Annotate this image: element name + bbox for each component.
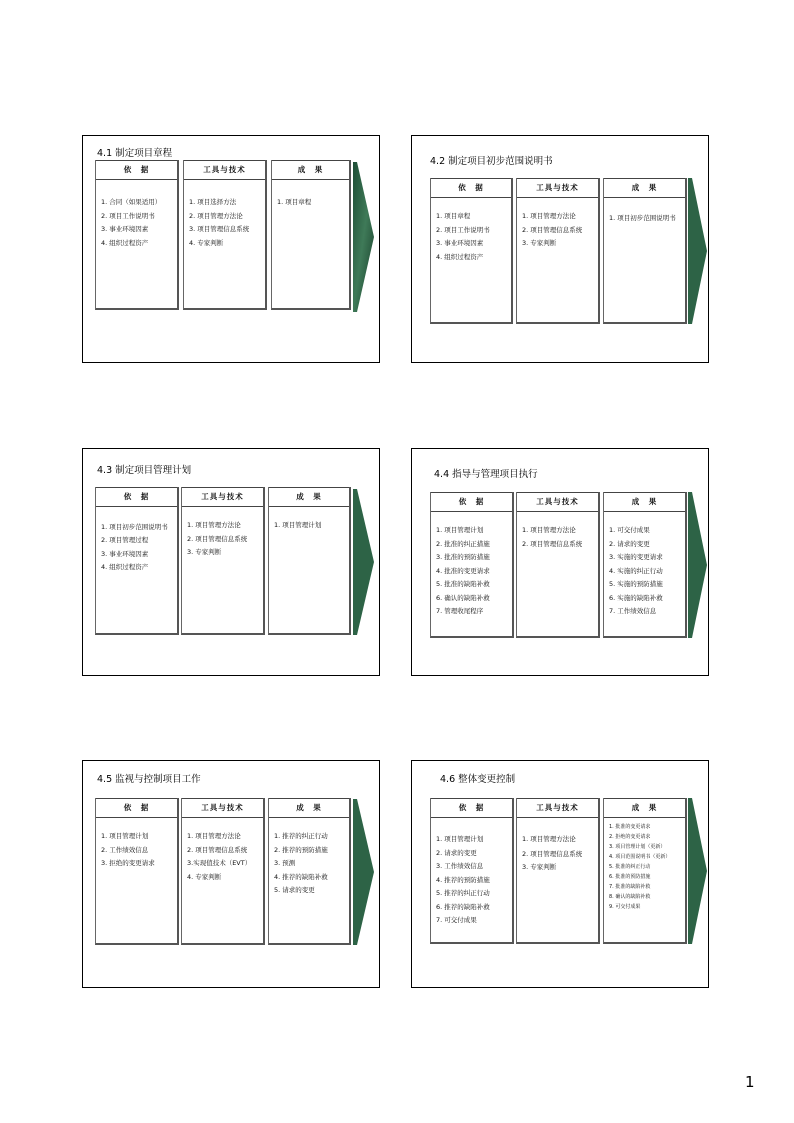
list-item: 3. 事业环境因素 (101, 549, 149, 558)
list-item: 4. 推荐的预防措施 (436, 875, 490, 884)
slide-4-6 (411, 760, 709, 988)
flow-arrow-icon (353, 799, 375, 945)
inputs-list (101, 520, 174, 575)
list-item: 1. 项目章程 (277, 198, 312, 206)
list-item: 9. 可交付成果 (609, 904, 641, 910)
list-item: 5. 批准的纠正行动 (609, 864, 651, 870)
slide-4-3 (82, 448, 380, 676)
list-item: 2. 项目管理方法论 (189, 211, 243, 220)
inputs-column (95, 798, 179, 945)
list-item: 2. 项目管理信息系统 (187, 845, 248, 854)
list-item: 1. 项目选择方法 (189, 198, 237, 206)
list-item: 3. 事业环境因素 (101, 225, 149, 233)
outputs-column (268, 798, 351, 945)
list-item: 2. 批准的纠正措施 (436, 539, 490, 548)
list-item: 3. 项目管理计划（更新） (609, 844, 666, 850)
inputs-header: 依 据 (96, 798, 177, 818)
list-item: 2. 请求的变更 (609, 539, 650, 548)
tools-list (187, 519, 260, 560)
inputs-column (430, 178, 513, 324)
tools-column (516, 178, 600, 324)
outputs-header: 成 果 (604, 798, 685, 818)
list-item: 8. 确认的缺陷补救 (609, 894, 651, 900)
inputs-header: 依 据 (431, 492, 512, 512)
list-item: 1. 项目初步范围说明书 (609, 214, 676, 222)
slide-title: 4.2 制定项目初步范围说明书 (430, 156, 553, 167)
list-item: 1. 合同（如果适用） (101, 198, 162, 206)
list-item: 3. 专家判断 (522, 239, 557, 247)
list-item: 2. 项目工作说明书 (436, 225, 490, 234)
inputs-list (436, 524, 509, 619)
list-item: 2. 项目管理信息系统 (522, 539, 583, 548)
list-item: 5. 请求的变更 (274, 886, 315, 894)
outputs-list (609, 524, 682, 619)
tools-column (516, 492, 600, 638)
flow-arrow-icon (353, 489, 375, 635)
inputs-column (430, 492, 514, 638)
outputs-header: 成 果 (269, 798, 349, 818)
list-item: 3. 预测 (274, 859, 296, 867)
list-item: 1. 项目管理计划 (101, 832, 149, 840)
list-item: 1. 项目管理计划 (436, 526, 484, 534)
inputs-list (101, 196, 174, 250)
outputs-column (603, 178, 687, 324)
outputs-header: 成 果 (604, 178, 685, 198)
tools-column (516, 798, 600, 944)
slide-4-2 (411, 135, 709, 363)
list-item: 3. 实施的变更请求 (609, 553, 663, 561)
inputs-header: 依 据 (431, 178, 511, 198)
list-item: 7. 工作绩效信息 (609, 607, 657, 615)
tools-header: 工具与技术 (517, 178, 598, 198)
list-item: 3. 拒绝的变更请求 (101, 859, 155, 867)
list-item: 6. 批准的预防措施 (609, 874, 651, 880)
list-item: 5. 推荐的纠正行动 (436, 889, 490, 897)
inputs-list (436, 210, 508, 264)
list-item: 1. 项目管理方法论 (187, 521, 241, 529)
slide-4-5 (82, 760, 380, 988)
tools-list (522, 833, 595, 874)
page-number: 1 (745, 1073, 755, 1091)
list-item: 3. 事业环境因素 (436, 239, 484, 247)
list-item: 5. 实施的预防措施 (609, 580, 663, 588)
slide-4-1 (82, 135, 380, 363)
tools-list (187, 830, 260, 884)
list-item: 4. 专家判断 (187, 872, 222, 881)
tools-header: 工具与技术 (182, 487, 263, 507)
list-item: 2. 项目管理信息系统 (187, 534, 248, 543)
list-item: 1. 可交付成果 (609, 526, 650, 534)
inputs-column (95, 160, 179, 310)
list-item: 6. 推荐的缺陷补救 (436, 902, 490, 911)
list-item: 5. 批准的缺陷补救 (436, 580, 490, 588)
list-item: 2. 请求的变更 (436, 848, 477, 857)
list-item: 1. 项目初步范围说明书 (101, 523, 168, 531)
inputs-column (95, 487, 179, 635)
outputs-column (603, 492, 687, 638)
tools-column (181, 487, 265, 635)
flow-arrow-icon (688, 178, 708, 324)
outputs-list (609, 822, 682, 912)
list-item: 2. 项目管理信息系统 (522, 849, 583, 858)
list-item: 6. 实施的缺陷补救 (609, 593, 663, 602)
list-item: 3.实现值技术（EVT） (187, 859, 252, 867)
list-item: 3. 专家判断 (187, 548, 222, 556)
tools-header: 工具与技术 (517, 798, 598, 818)
outputs-header: 成 果 (272, 160, 349, 180)
list-item: 2. 项目工作说明书 (101, 211, 155, 220)
list-item: 1. 项目章程 (436, 212, 471, 220)
list-item: 1. 批准的变更请求 (609, 824, 651, 830)
list-item: 3. 工作绩效信息 (436, 862, 484, 870)
list-item: 4. 推荐的缺陷补救 (274, 872, 328, 881)
list-item: 4. 组织过程资产 (101, 238, 149, 247)
outputs-header: 成 果 (604, 492, 685, 512)
outputs-column (268, 487, 351, 635)
list-item: 1. 项目管理计划 (274, 521, 322, 529)
inputs-header: 依 据 (96, 160, 177, 180)
flow-arrow-icon (353, 162, 375, 312)
list-item: 3. 专家判断 (522, 862, 557, 871)
outputs-list (277, 196, 346, 210)
outputs-column (603, 798, 687, 944)
list-item: 4. 组织过程资产 (101, 563, 149, 571)
list-item: 2. 工作绩效信息 (101, 845, 149, 854)
outputs-list (274, 830, 346, 898)
inputs-column (430, 798, 514, 944)
list-item: 2. 推荐的预防措施 (274, 845, 328, 854)
tools-header: 工具与技术 (182, 798, 263, 818)
outputs-column (271, 160, 351, 310)
tools-list (189, 196, 262, 250)
list-item: 2. 项目管理信息系统 (522, 225, 583, 234)
list-item: 1. 项目管理计划 (436, 835, 484, 843)
tools-header: 工具与技术 (517, 492, 598, 512)
list-item: 4. 实施的纠正行动 (609, 566, 663, 575)
slide-title: 4.1 制定项目章程 (97, 148, 173, 159)
slide-title: 4.5 监视与控制项目工作 (97, 774, 201, 785)
inputs-header: 依 据 (431, 798, 512, 818)
inputs-list (101, 830, 174, 871)
inputs-list (436, 833, 509, 928)
list-item: 1. 项目管理方法论 (522, 526, 576, 534)
outputs-list (609, 211, 682, 225)
inputs-header: 依 据 (96, 487, 177, 507)
list-item: 2. 项目管理过程 (101, 536, 149, 544)
tools-header: 工具与技术 (184, 160, 265, 180)
list-item: 2. 拒绝的变更请求 (609, 834, 651, 840)
tools-column (181, 798, 265, 945)
list-item: 4. 专家判断 (189, 238, 224, 247)
list-item: 1. 推荐的纠正行动 (274, 832, 328, 840)
list-item: 4. 组织过程资产 (436, 252, 484, 261)
list-item: 1. 项目管理方法论 (522, 212, 576, 220)
list-item: 3. 批准的预防措施 (436, 553, 490, 561)
list-item: 7. 批准的缺陷补救 (609, 884, 651, 890)
list-item: 1. 项目管理方法论 (522, 835, 576, 843)
list-item: 1. 项目管理方法论 (187, 832, 241, 840)
tools-list (522, 524, 595, 551)
flow-arrow-icon (688, 492, 708, 638)
list-item: 3. 项目管理信息系统 (189, 225, 250, 233)
outputs-list (274, 519, 346, 533)
outputs-header: 成 果 (269, 487, 349, 507)
tools-column (183, 160, 267, 310)
slide-title: 4.6 整体变更控制 (440, 774, 516, 785)
slide-title: 4.3 制定项目管理计划 (97, 465, 192, 476)
tools-list (522, 210, 595, 251)
list-item: 4. 项目范围说明书（更新） (609, 854, 671, 860)
list-item: 7. 管理收尾程序 (436, 607, 484, 615)
list-item: 7. 可交付成果 (436, 916, 477, 924)
slide-title: 4.4 指导与管理项目执行 (434, 469, 538, 480)
flow-arrow-icon (688, 798, 708, 944)
slide-4-4 (411, 448, 709, 676)
list-item: 6. 确认的缺陷补救 (436, 593, 490, 602)
list-item: 4. 批准的变更请求 (436, 566, 490, 575)
